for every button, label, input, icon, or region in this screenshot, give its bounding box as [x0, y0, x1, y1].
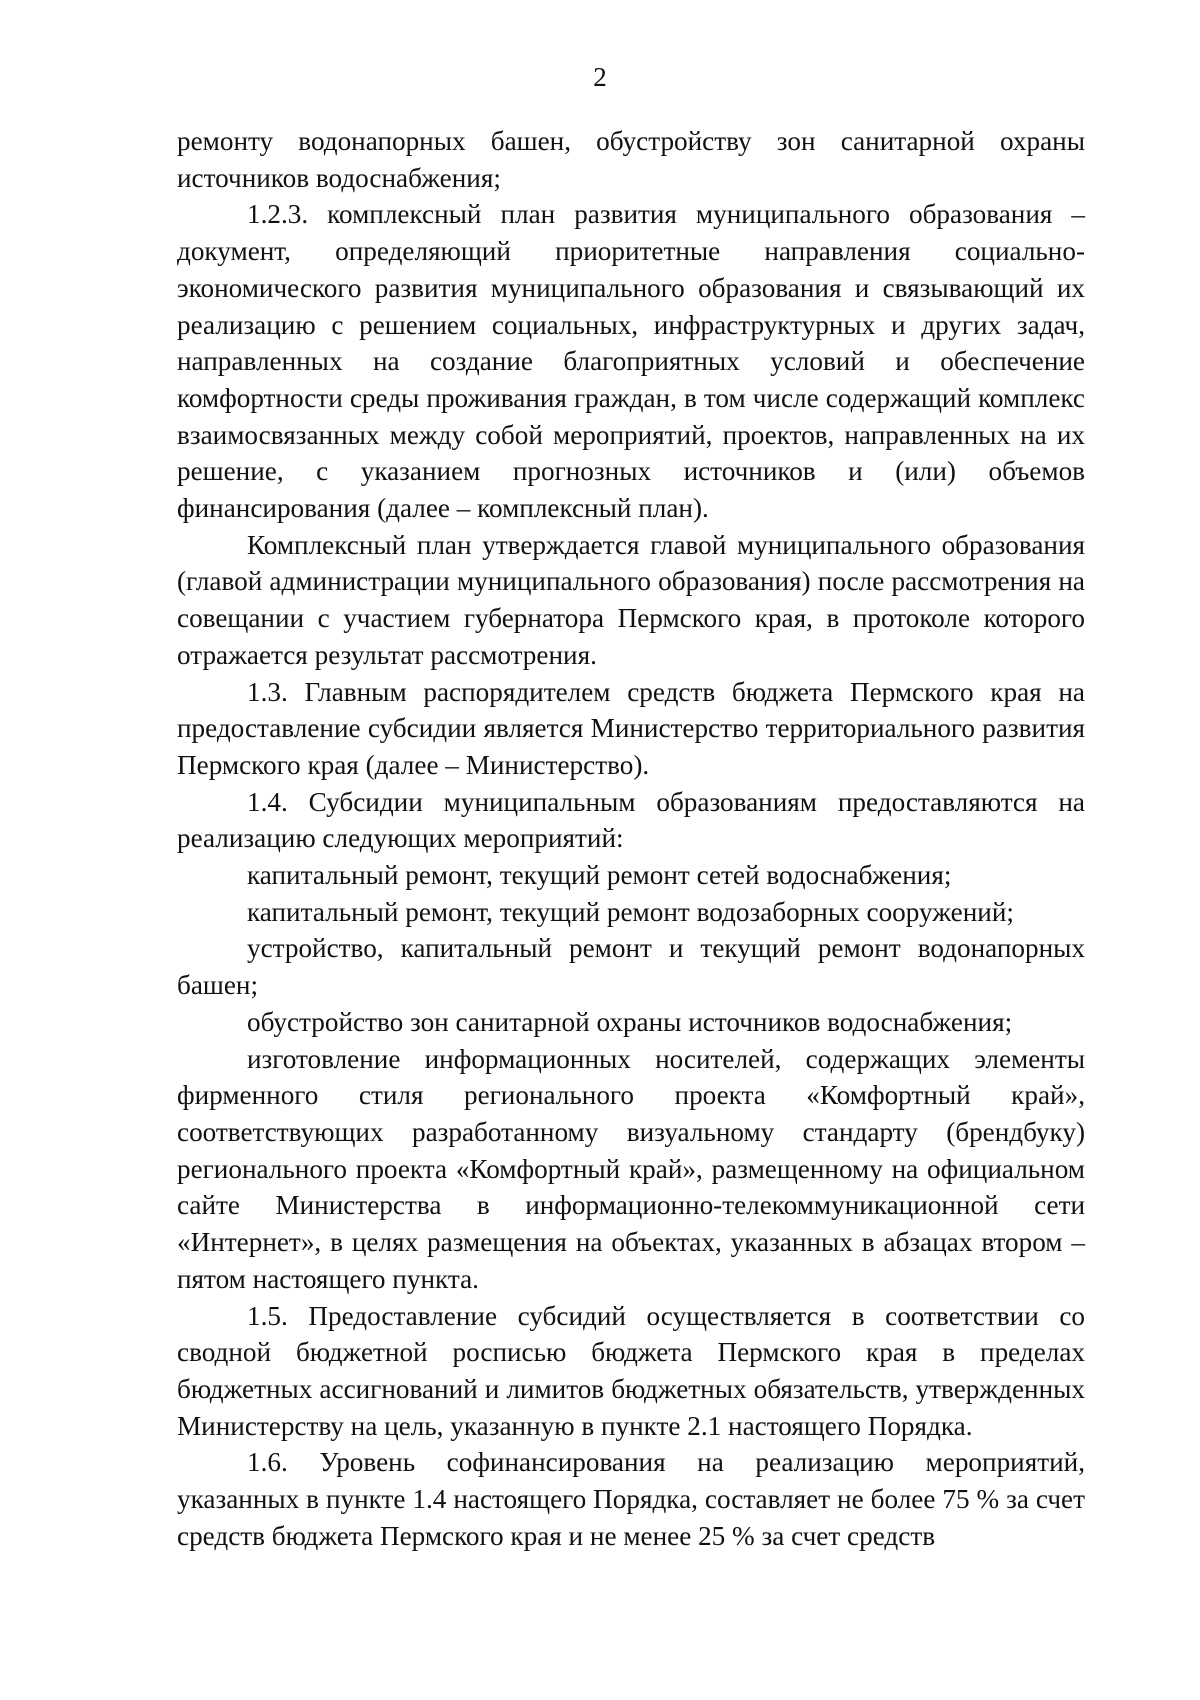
- paragraph-1-6: 1.6. Уровень софинансирования на реализацию мероприятий, указанных в пункте 1.4 настоящего Порядка, составляет не более 75 % за счет средств бюджета Пермского края и не менее 25 % за счет средств: [177, 1447, 1085, 1551]
- paragraph-complex-plan-approval: Комплексный план утверждается главой муниципального образования (главой администрации муниципального образования) после рассмотрения на совещании с участием губернатора Пермского края, в протоколе которого отражается результат рассмотрения.: [177, 529, 1085, 670]
- paragraph-continuation: ремонту водонапорных башен, обустройству зон санитарной охраны источников водоснабжения;: [177, 126, 1085, 193]
- paragraph-1-4: 1.4. Субсидии муниципальным образованиям предоставляются на реализацию следующих мероприятий:: [177, 786, 1085, 854]
- list-item-info-carriers: изготовление информационных носителей, содержащих элементы фирменного стиля регионального проекта «Комфортный край», соответствующих разработанному визуальному стандарту (брендбуку) регионального проекта «Комфортный край», размещенному на официальном сайте Министерства в информационно-телекоммуникационной сети «Интернет», в целях размещения на объектах, указанных в абзацах втором – пятом настоящего пункта.: [177, 1043, 1085, 1294]
- paragraph-1-3: 1.3. Главным распорядителем средств бюджета Пермского края на предоставление субсидии является Министерство территориального развития Пермского края (далее – Министерство).: [177, 676, 1085, 780]
- list-item-water-intake: капитальный ремонт, текущий ремонт водозаборных сооружений;: [247, 896, 1014, 927]
- page-number: 2: [593, 62, 607, 92]
- list-item-water-towers: устройство, капитальный ремонт и текущий ремонт водонапорных башен;: [177, 933, 1085, 1001]
- list-item-water-networks: капитальный ремонт, текущий ремонт сетей водоснабжения;: [247, 860, 952, 891]
- paragraph-1-5: 1.5. Предоставление субсидий осуществляется в соответствии со сводной бюджетной росписью бюджета Пермского края в пределах бюджетных ассигнований и лимитов бюджетных обязательств, утвержденных Министерству на цель, указанную в пункте 2.1 настоящего Порядка.: [177, 1300, 1085, 1441]
- document-body: [177, 123, 1085, 1554]
- paragraph-1-2-3: 1.2.3. комплексный план развития муниципального образования – документ, определяющий приоритетные направления социально-экономического развития муниципального образования и связывающий их реализацию с решением социальных, инфраструктурных и других задач, направленных на создание благоприятных условий и обеспечение комфортности среды проживания граждан, в том числе содержащий комплекс взаимосвязанных между собой мероприятий, проектов, направленных на их решение, с указанием прогнозных источников и (или) объемов финансирования (далее – комплексный план).: [177, 199, 1085, 524]
- list-item-sanitary-zones: обустройство зон санитарной охраны источников водоснабжения;: [247, 1006, 1013, 1037]
